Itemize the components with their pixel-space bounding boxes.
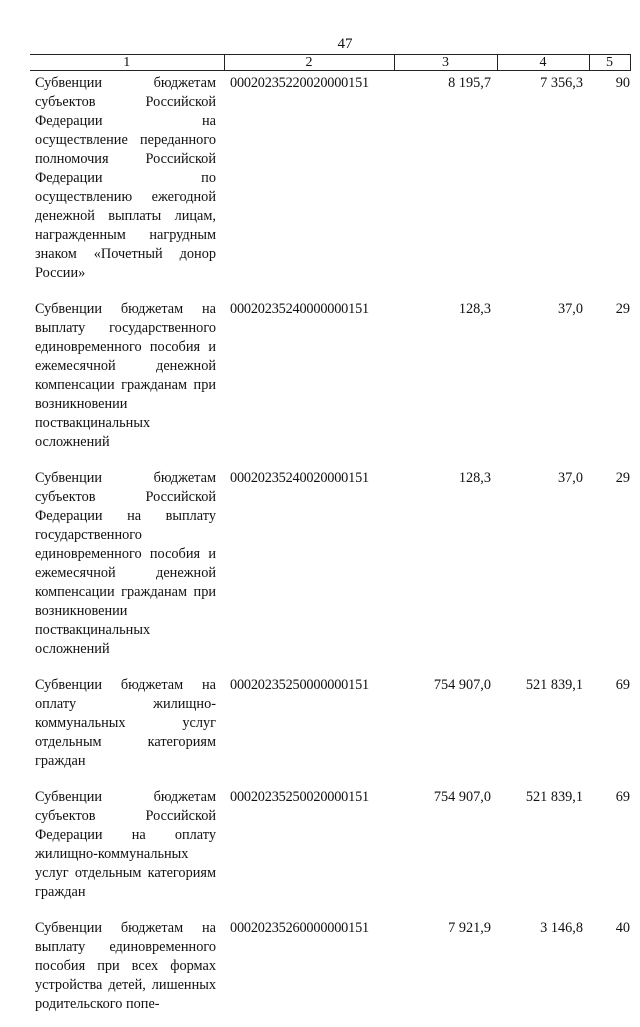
row-code: 00020235220020000151 bbox=[224, 71, 394, 297]
row-code: 00020235240000000151 bbox=[224, 296, 394, 465]
column-header-2: 2 bbox=[224, 55, 394, 71]
row-fact-value: 3 146,8 bbox=[497, 915, 589, 1027]
row-fact-value: 521 839,1 bbox=[497, 672, 589, 784]
row-percent: 69 bbox=[589, 784, 630, 915]
budget-table bbox=[30, 54, 631, 1027]
column-header-4: 4 bbox=[497, 55, 589, 71]
row-plan-value: 754 907,0 bbox=[394, 672, 497, 784]
table-row bbox=[30, 915, 630, 1027]
table-header bbox=[30, 55, 630, 71]
row-percent: 69 bbox=[589, 672, 630, 784]
row-description: Субвенции бюджетам на выплату государственного единовременного пособия и ежемесячной денежной компенсации гражданам при возникновении поствакцинальных осложнений bbox=[30, 296, 224, 465]
row-description: Субвенции бюджетам субъектов Российской Федерации на осуществление переданного полномочия Российской Федерации по осуществлению ежегодной денежной выплаты лицам, награжденным нагрудным знаком «Почетный донор России» bbox=[30, 71, 224, 297]
row-plan-value: 128,3 bbox=[394, 465, 497, 672]
row-description: Субвенции бюджетам на оплату жилищно-коммунальных услуг отдельным категориям граждан bbox=[30, 672, 224, 784]
row-percent: 40 bbox=[589, 915, 630, 1027]
row-plan-value: 128,3 bbox=[394, 296, 497, 465]
table-row bbox=[30, 296, 630, 465]
row-percent: 29 bbox=[589, 465, 630, 672]
header-row bbox=[30, 55, 630, 71]
row-code: 00020235250020000151 bbox=[224, 784, 394, 915]
column-header-5: 5 bbox=[589, 55, 630, 71]
row-plan-value: 754 907,0 bbox=[394, 784, 497, 915]
table-body bbox=[30, 71, 630, 1027]
page-number: 47 bbox=[0, 36, 640, 53]
column-header-3: 3 bbox=[394, 55, 497, 71]
row-description: Субвенции бюджетам на выплату единовременного пособия при всех формах устройства детей, лишенных родительского попе- bbox=[30, 915, 224, 1027]
column-header-1: 1 bbox=[30, 55, 224, 71]
row-code: 00020235240020000151 bbox=[224, 465, 394, 672]
row-plan-value: 8 195,7 bbox=[394, 71, 497, 297]
row-plan-value: 7 921,9 bbox=[394, 915, 497, 1027]
table-row bbox=[30, 71, 630, 297]
row-percent: 29 bbox=[589, 296, 630, 465]
row-fact-value: 7 356,3 bbox=[497, 71, 589, 297]
row-percent: 90 bbox=[589, 71, 630, 297]
row-description: Субвенции бюджетам субъектов Российской Федерации на выплату государственного единовременного пособия и ежемесячной денежной компенсации гражданам при возникновении поствакцинальных осложнений bbox=[30, 465, 224, 672]
table-row bbox=[30, 465, 630, 672]
table-row bbox=[30, 784, 630, 915]
row-fact-value: 37,0 bbox=[497, 296, 589, 465]
row-fact-value: 521 839,1 bbox=[497, 784, 589, 915]
table-row bbox=[30, 672, 630, 784]
row-fact-value: 37,0 bbox=[497, 465, 589, 672]
row-code: 00020235250000000151 bbox=[224, 672, 394, 784]
row-description: Субвенции бюджетам субъектов Российской Федерации на оплату жилищно-коммунальных услуг отдельным категориям граждан bbox=[30, 784, 224, 915]
row-code: 00020235260000000151 bbox=[224, 915, 394, 1027]
